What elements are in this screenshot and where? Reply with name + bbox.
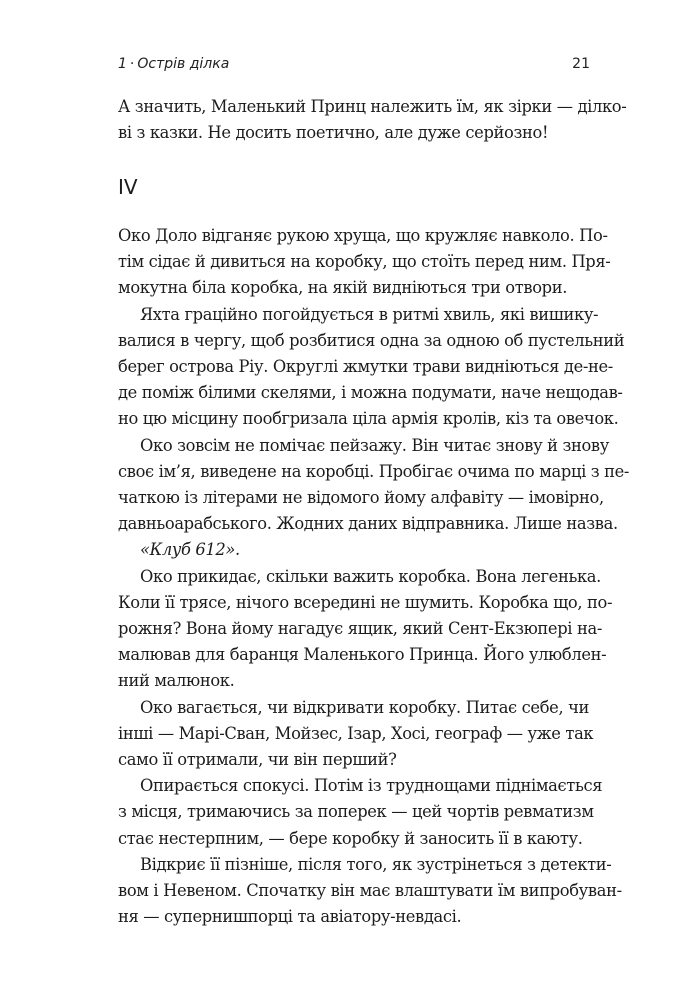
text-line: тім сідає й дивиться на коробку, що стоїть перед ним. Пря-: [118, 252, 611, 272]
text-line: Коли її трясе, нічого всередині не шумить. Коробка що, по-: [118, 592, 613, 612]
header-separator: ·: [129, 56, 135, 72]
paragraph: [118, 223, 611, 302]
body-text: [118, 223, 630, 930]
text-line: ня — супернишпорці та авіатору-невдасі.: [118, 907, 462, 927]
text-line: Відкриє її пізніше, після того, як зустрінеться з детекти-: [140, 854, 612, 874]
text-line: «Клуб 612».: [140, 540, 240, 560]
paragraph: [118, 433, 630, 538]
text-line: ний малюнок.: [118, 671, 235, 691]
text-line: давньоарабського. Жодних даних відправника. Лише назва.: [118, 514, 618, 534]
text-line: Око вагається, чи відкривати коробку. Питає себе, чи: [140, 697, 590, 717]
paragraph: [118, 852, 622, 931]
paragraph: [118, 564, 613, 695]
running-head: [118, 56, 229, 72]
chapter-number: 1: [118, 56, 127, 72]
text-line: інші — Марі-Сван, Мойзес, Ізар, Хосі, географ — уже так: [118, 723, 594, 743]
intro-paragraph: [118, 94, 627, 146]
paragraph: [118, 695, 594, 774]
text-line: Опирається спокусі. Потім із труднощами піднімається: [140, 776, 603, 796]
text-line: Око зовсім не помічає пейзажу. Він читає знову й знову: [140, 435, 609, 455]
text-line: мокутна біла коробка, на якій видніються три отвори.: [118, 278, 568, 298]
paragraph: [118, 537, 589, 563]
text-line: А значить, Маленький Принц належить їм, як зірки — ділко-: [118, 97, 627, 116]
paragraph: [118, 302, 625, 433]
text-line: Яхта граційно погойдується в ритмі хвиль, які вишику-: [140, 304, 599, 324]
text-line: само її отримали, чи він перший?: [118, 750, 397, 770]
text-line: своє ім’я, виведене на коробці. Пробігає очима по марці з пе-: [118, 461, 630, 481]
text-line: вом і Невеном. Спочатку він має влаштувати їм випробуван-: [118, 881, 622, 901]
chapter-title: Острів ділка: [137, 56, 230, 72]
text-line: берег острова Ріу. Округлі жмутки трави видніються де-не-: [118, 357, 613, 377]
text-line: стає нестерпним, — бере коробку й заносить її в каюту.: [118, 828, 583, 848]
paragraph: [118, 773, 603, 852]
text-line: Око прикидає, скільки важить коробка. Вона легенька.: [140, 566, 601, 586]
text-line: но цю місцину пообгризала ціла армія кролів, кіз та овечок.: [118, 409, 619, 429]
text-line: з місця, тримаючись за поперек — цей чортів ревматизм: [118, 802, 594, 822]
text-line: Око Доло відганяє рукою хруща, що кружляє навколо. По-: [118, 226, 608, 245]
text-line: малював для баранця Маленького Принца. Його улюблен-: [118, 645, 607, 665]
text-line: чаткою із літерами не відомого йому алфавіту — імовірно,: [118, 488, 604, 508]
text-line: де поміж білими скелями, і можна подумати, наче нещодав-: [118, 383, 623, 403]
text-line: ві з казки. Не досить поетично, але дуже серйозно!: [118, 123, 549, 143]
page-number: 21: [572, 56, 590, 72]
section-heading: IV: [118, 175, 138, 199]
text-line: валися в чергу, щоб розбитися одна за одною об пустельний: [118, 330, 625, 350]
text-line: рожня? Вона йому нагадує ящик, який Сент-Екзюпері на-: [118, 619, 602, 639]
